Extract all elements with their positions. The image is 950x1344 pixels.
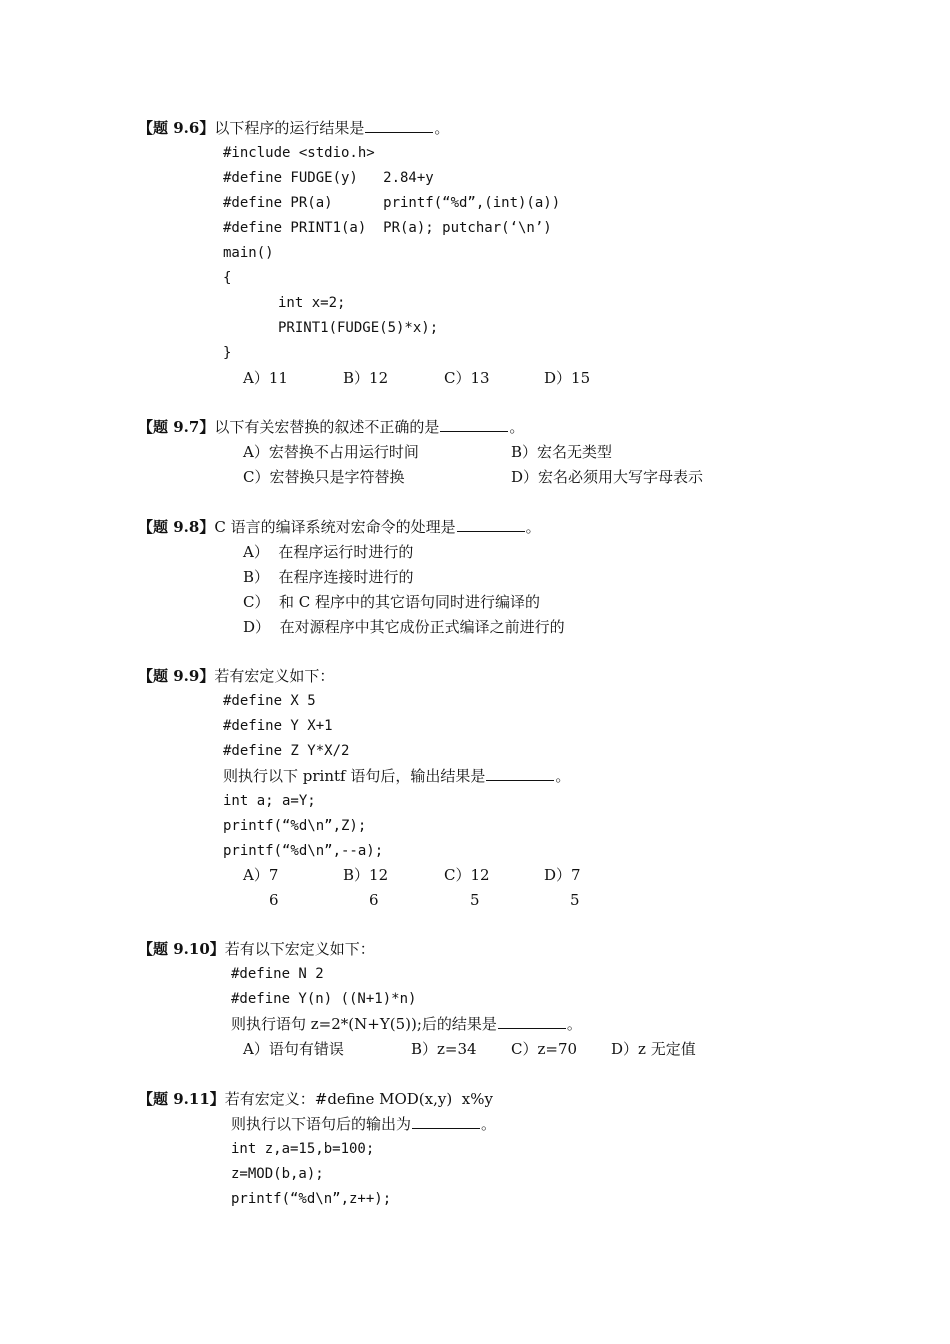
question-9-7-stem: 【题 9.7】以下有关宏替换的叙述不正确的是 。 [138, 415, 524, 440]
option-b: B）12 [343, 866, 389, 884]
code-line: z=MOD(b,a); [231, 1166, 324, 1182]
option-a: A）语句有错误 [243, 1040, 344, 1058]
code-line: printf(“%d\n”,z++); [231, 1191, 392, 1207]
code-line: int z,a=15,b=100; [231, 1141, 375, 1157]
question-number: 【题 9.9】 [138, 667, 215, 685]
option-d: D）宏名必须用大写字母表示 [511, 468, 704, 486]
answer-blank [486, 764, 554, 781]
code-line: int x=2; [278, 295, 346, 311]
option-d: D）z 无定值 [611, 1040, 696, 1058]
option-c: C） 和 C 程序中的其它语句同时进行编译的 [243, 593, 541, 611]
option-a: A）11 [243, 369, 288, 387]
option-a: A）宏替换不占用运行时间 [243, 443, 419, 461]
code-line: { [223, 270, 232, 286]
code-line: #define Y(n) ((N+1)*n) [231, 991, 417, 1007]
code-line: #define N 2 [231, 966, 324, 982]
option-b: B）宏名无类型 [511, 443, 613, 461]
code-line: #define PRINT1(a) PR(a); putchar(‘\n’) [223, 220, 552, 236]
question-9-9-instruction: 则执行以下 printf 语句后，输出结果是 。 [223, 764, 570, 789]
code-line: #define FUDGE(y) 2.84+y [223, 170, 434, 186]
question-9-9-stem: 【题 9.9】若有宏定义如下： [138, 667, 335, 685]
question-number: 【题 9.7】 [138, 418, 215, 436]
option-c: C）13 [444, 369, 490, 387]
code-line: PRINT1(FUDGE(5)*x); [278, 320, 439, 336]
option-c-line2: 5 [470, 891, 480, 909]
answer-blank [412, 1112, 480, 1129]
option-d: D） 在对源程序中其它成份正式编译之前进行的 [243, 618, 565, 636]
option-b: B）12 [343, 369, 389, 387]
code-line: printf(“%d\n”,Z); [223, 818, 367, 834]
code-line: #define X 5 [223, 693, 316, 709]
question-9-8-stem: 【题 9.8】C 语言的编译系统对宏命令的处理是 。 [138, 515, 541, 540]
question-9-11-instruction: 则执行以下语句后的输出为 。 [231, 1112, 496, 1137]
question-9-11-stem: 【题 9.11】若有宏定义：#define MOD(x,y) x%y [138, 1090, 493, 1108]
answer-blank [440, 415, 508, 432]
option-a: A）7 [243, 866, 279, 884]
option-b: B） 在程序连接时进行的 [243, 568, 414, 586]
option-c: C）z=70 [511, 1040, 578, 1058]
option-c: C）宏替换只是字符替换 [243, 468, 405, 486]
code-line: #define Y X+1 [223, 718, 333, 734]
option-a-line2: 6 [269, 891, 279, 909]
code-line: #define Z Y*X/2 [223, 743, 350, 759]
option-d: D）15 [544, 369, 591, 387]
question-number: 【题 9.11】 [138, 1090, 225, 1108]
question-number: 【题 9.6】 [138, 119, 215, 137]
code-line: #define PR(a) printf(“%d”,(int)(a)) [223, 195, 561, 211]
code-line: printf(“%d\n”,--a); [223, 843, 384, 859]
option-d: D）7 [544, 866, 581, 884]
question-number: 【题 9.10】 [138, 940, 225, 958]
option-b: B）z=34 [411, 1040, 477, 1058]
option-b-line2: 6 [369, 891, 379, 909]
option-a: A） 在程序运行时进行的 [243, 543, 414, 561]
code-line: main() [223, 245, 274, 261]
question-9-10-instruction: 则执行语句 z=2*(N+Y(5));后的结果是 。 [231, 1012, 582, 1037]
option-d-line2: 5 [570, 891, 580, 909]
code-line: int a; a=Y; [223, 793, 316, 809]
question-9-6-stem: 【题 9.6】以下程序的运行结果是 。 [138, 116, 449, 141]
question-number: 【题 9.8】 [138, 518, 215, 536]
answer-blank [498, 1012, 566, 1029]
question-9-10-stem: 【题 9.10】若有以下宏定义如下： [138, 940, 375, 958]
answer-blank [457, 515, 525, 532]
code-line: } [223, 345, 232, 361]
code-line: #include <stdio.h> [223, 145, 375, 161]
answer-blank [365, 116, 433, 133]
option-c: C）12 [444, 866, 490, 884]
